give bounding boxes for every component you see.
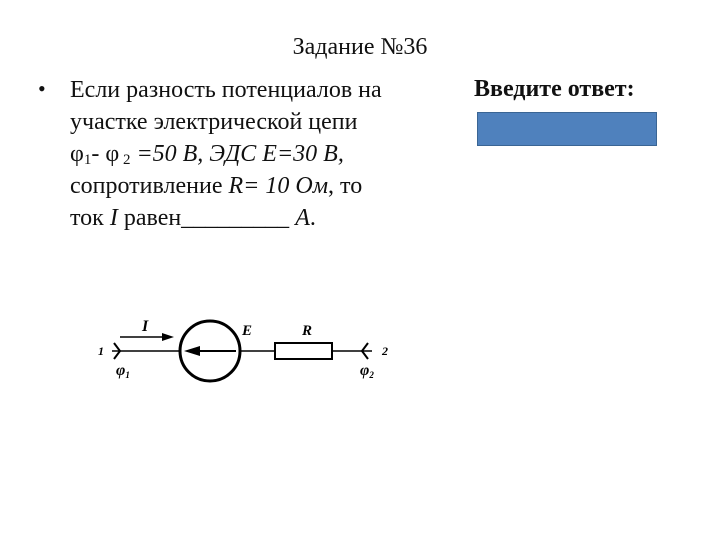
node2-label: 2 <box>382 344 388 358</box>
answer-label: Введите ответ: <box>474 76 635 102</box>
then-word: , то <box>328 173 363 199</box>
circuit-diagram <box>90 315 420 395</box>
equals-blank: равен_________ <box>117 205 296 231</box>
phi1-subscript: 1 <box>83 152 92 168</box>
resistor-label: R <box>302 323 313 339</box>
current-arrow-head <box>162 333 174 341</box>
task-line-2: участке электрической цепи <box>70 109 358 135</box>
emf-label: E <box>242 323 253 339</box>
current-word: ток <box>70 205 110 231</box>
task-line-3 <box>70 138 460 170</box>
phi2-subscript: 2 <box>119 152 131 168</box>
minus-phi: - φ <box>91 141 120 167</box>
node1-label: 1 <box>98 344 104 358</box>
answer-input[interactable] <box>477 112 657 146</box>
task-line-1: Если разность потенциалов на <box>70 77 382 103</box>
current-symbol: I <box>109 205 118 231</box>
phi1-symbol: φ <box>70 141 84 167</box>
task-text <box>70 74 460 234</box>
values-text: =50 В, ЭДС Е=30 В, <box>130 141 344 167</box>
phi2-label: φ2 <box>360 362 374 380</box>
current-label: I <box>142 318 149 335</box>
task-line-4 <box>70 170 460 202</box>
resistor <box>275 343 332 359</box>
slide-title: Задание №36 <box>292 34 428 60</box>
task-line-5 <box>70 202 460 234</box>
emf-arrow-head <box>184 346 200 356</box>
resistance-word: сопротивление <box>70 173 229 199</box>
resistance-value: R= 10 Ом <box>228 173 329 199</box>
bullet-marker: • <box>38 76 46 101</box>
period: . <box>309 205 316 231</box>
unit-symbol: A <box>295 205 310 231</box>
phi1-label: φ1 <box>116 362 130 380</box>
